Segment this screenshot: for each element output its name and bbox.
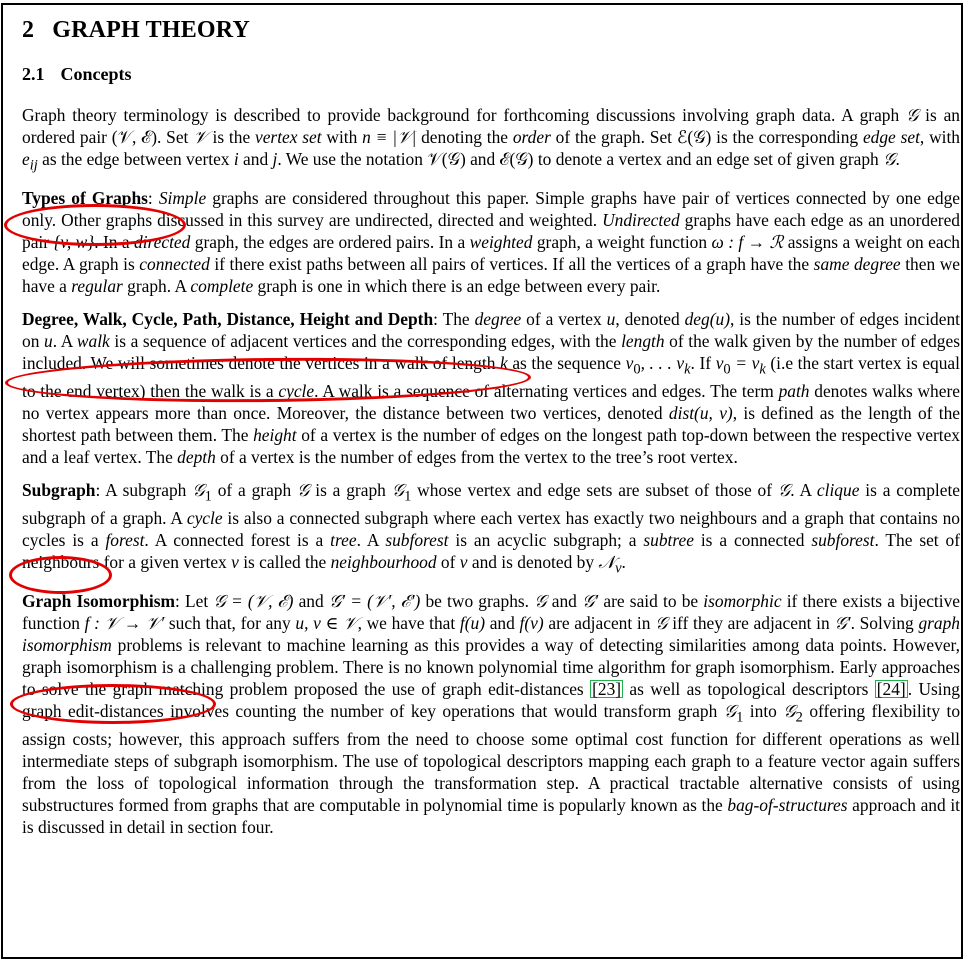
citation-link-23[interactable]: [23] — [592, 678, 622, 699]
graph-isomorphism-paragraph: Graph Isomorphism: Let 𝒢 = (𝒱, ℰ) and 𝒢′ = (𝒱′, ℰ′) be two graphs. 𝒢 and 𝒢′ are said to be isomorphic if there exists a bijective function f : 𝒱 → 𝒱′ such that, for any u, v ∈ 𝒱, we have that f(u) and f(v) are adjacent in 𝒢 iff they are adjacent in 𝒢′. Solving graph isomorphism problems is relevant to machine learning as this provides a way of detecting similarities among data points. However, graph isomorphism is a challenging problem. There is no known polynomial time algorithm for graph isomorphism. Early approaches to solve the graph matching problem proposed the use of graph edit-distances [23] as well as topological descriptors [24] . Using graph edit-distances involves counting the number of key operations that would transform graph 𝒢$_1$ into 𝒢$_2$ offering flexibility to assign costs; however, this approach suffers from the need to choose some optimal cost function for different operations as well intermediate steps of subgraph isomorphism. The use of topological descriptors mapping each graph to a feature vector again suffers from the loss of topological information through the transformation step. A practical tractable alternative consists of using substructures formed from graphs that are computable in polynomial time is popularly known as the bag-of-structures approach and it is discussed in detail in section four. — [22, 591, 961, 837]
page-frame — [1, 3, 963, 959]
subsection-heading — [22, 63, 960, 85]
intro-paragraph: Graph theory terminology is described to provide background for forthcoming discussions involving graph data. A graph 𝒢 is an ordered pair (𝒱, ℰ). Set 𝒱 is the vertex set with n ≡ |𝒱| denoting the order of the graph. Set ℰ(𝒢) is the corresponding edge set, with $e_{ij}$ as the edge between vertex i and j. We use the notation 𝒱(𝒢) and ℰ(𝒢) to denote a vertex and an edge set of given graph 𝒢. — [22, 105, 960, 174]
section-number: 2 — [22, 17, 35, 43]
citation-link-24[interactable]: [24] — [876, 678, 906, 699]
paper-page — [22, 15, 960, 839]
section-title: GRAPH THEORY — [52, 17, 251, 43]
section-heading — [22, 15, 960, 45]
degree-walk-lead: Degree, Walk, Cycle, Path, Distance, Height and Depth — [22, 308, 434, 329]
graph-isomorphism-lead: Graph Isomorphism — [22, 591, 176, 612]
subgraph-paragraph: Subgraph: A subgraph 𝒢$_1$ of a graph 𝒢 is a graph 𝒢$_1$ whose vertex and edge sets are subset of those of 𝒢. A clique is a complete subgraph of a graph. A cycle is also a connected subgraph where each vertex has exactly two neighbours and a graph that contains no cycles is a forest. A connected forest is a tree. A subforest is an acyclic subgraph; a subtree is a connected subforest. The set of neighbours for a given vertex v is called the neighbourhood of v and is denoted by 𝒩$_v$. — [22, 479, 961, 577]
subsection-title: Concepts — [60, 64, 132, 84]
subsection-number: 2.1 — [22, 64, 45, 84]
types-of-graphs-lead: Types of Graphs — [22, 188, 148, 209]
subgraph-lead: Subgraph — [22, 479, 96, 500]
degree-walk-paragraph: Degree, Walk, Cycle, Path, Distance, Height and Depth: The degree of a vertex u, denoted deg(u), is the number of edges incident on u. A walk is a sequence of adjacent vertices and the corresponding edges, with the length of the walk given by the number of edges included. We will sometimes denote the vertices in a walk of length k as the sequence $v_0$, . . . $v_k$. If $v_0 = v_k$ (i.e the start vertex is equal to the end vertex) then the walk is a cycle. A walk is a sequence of alternating vertices and edges. The term path denotes walks where no vertex appears more than once. Moreover, the distance between two vertices, denoted dist(u, v), is defined as the length of the shortest path between them. The height of a vertex is the number of edges on the longest path top-down between the respective vertex and a leaf vertex. The depth of a vertex is the number of edges from the vertex to the tree’s root vertex. — [22, 308, 960, 467]
types-of-graphs-paragraph: Types of Graphs: Simple graphs are considered throughout this paper. Simple graphs have pair of vertices connected by one edge only. Other graphs discussed in this survey are undirected, directed and weighted. Undirected graphs have each edge as an unordered pair {v, w}. In a directed graph, the edges are ordered pairs. In a weighted graph, a weight function ω : f → ℛ assigns a weight on each edge. A graph is connected if there exist paths between all pairs of vertices. If all the vertices of a graph have the same degree then we have a regular graph. A complete graph is one in which there is an edge between every pair. — [22, 188, 961, 296]
